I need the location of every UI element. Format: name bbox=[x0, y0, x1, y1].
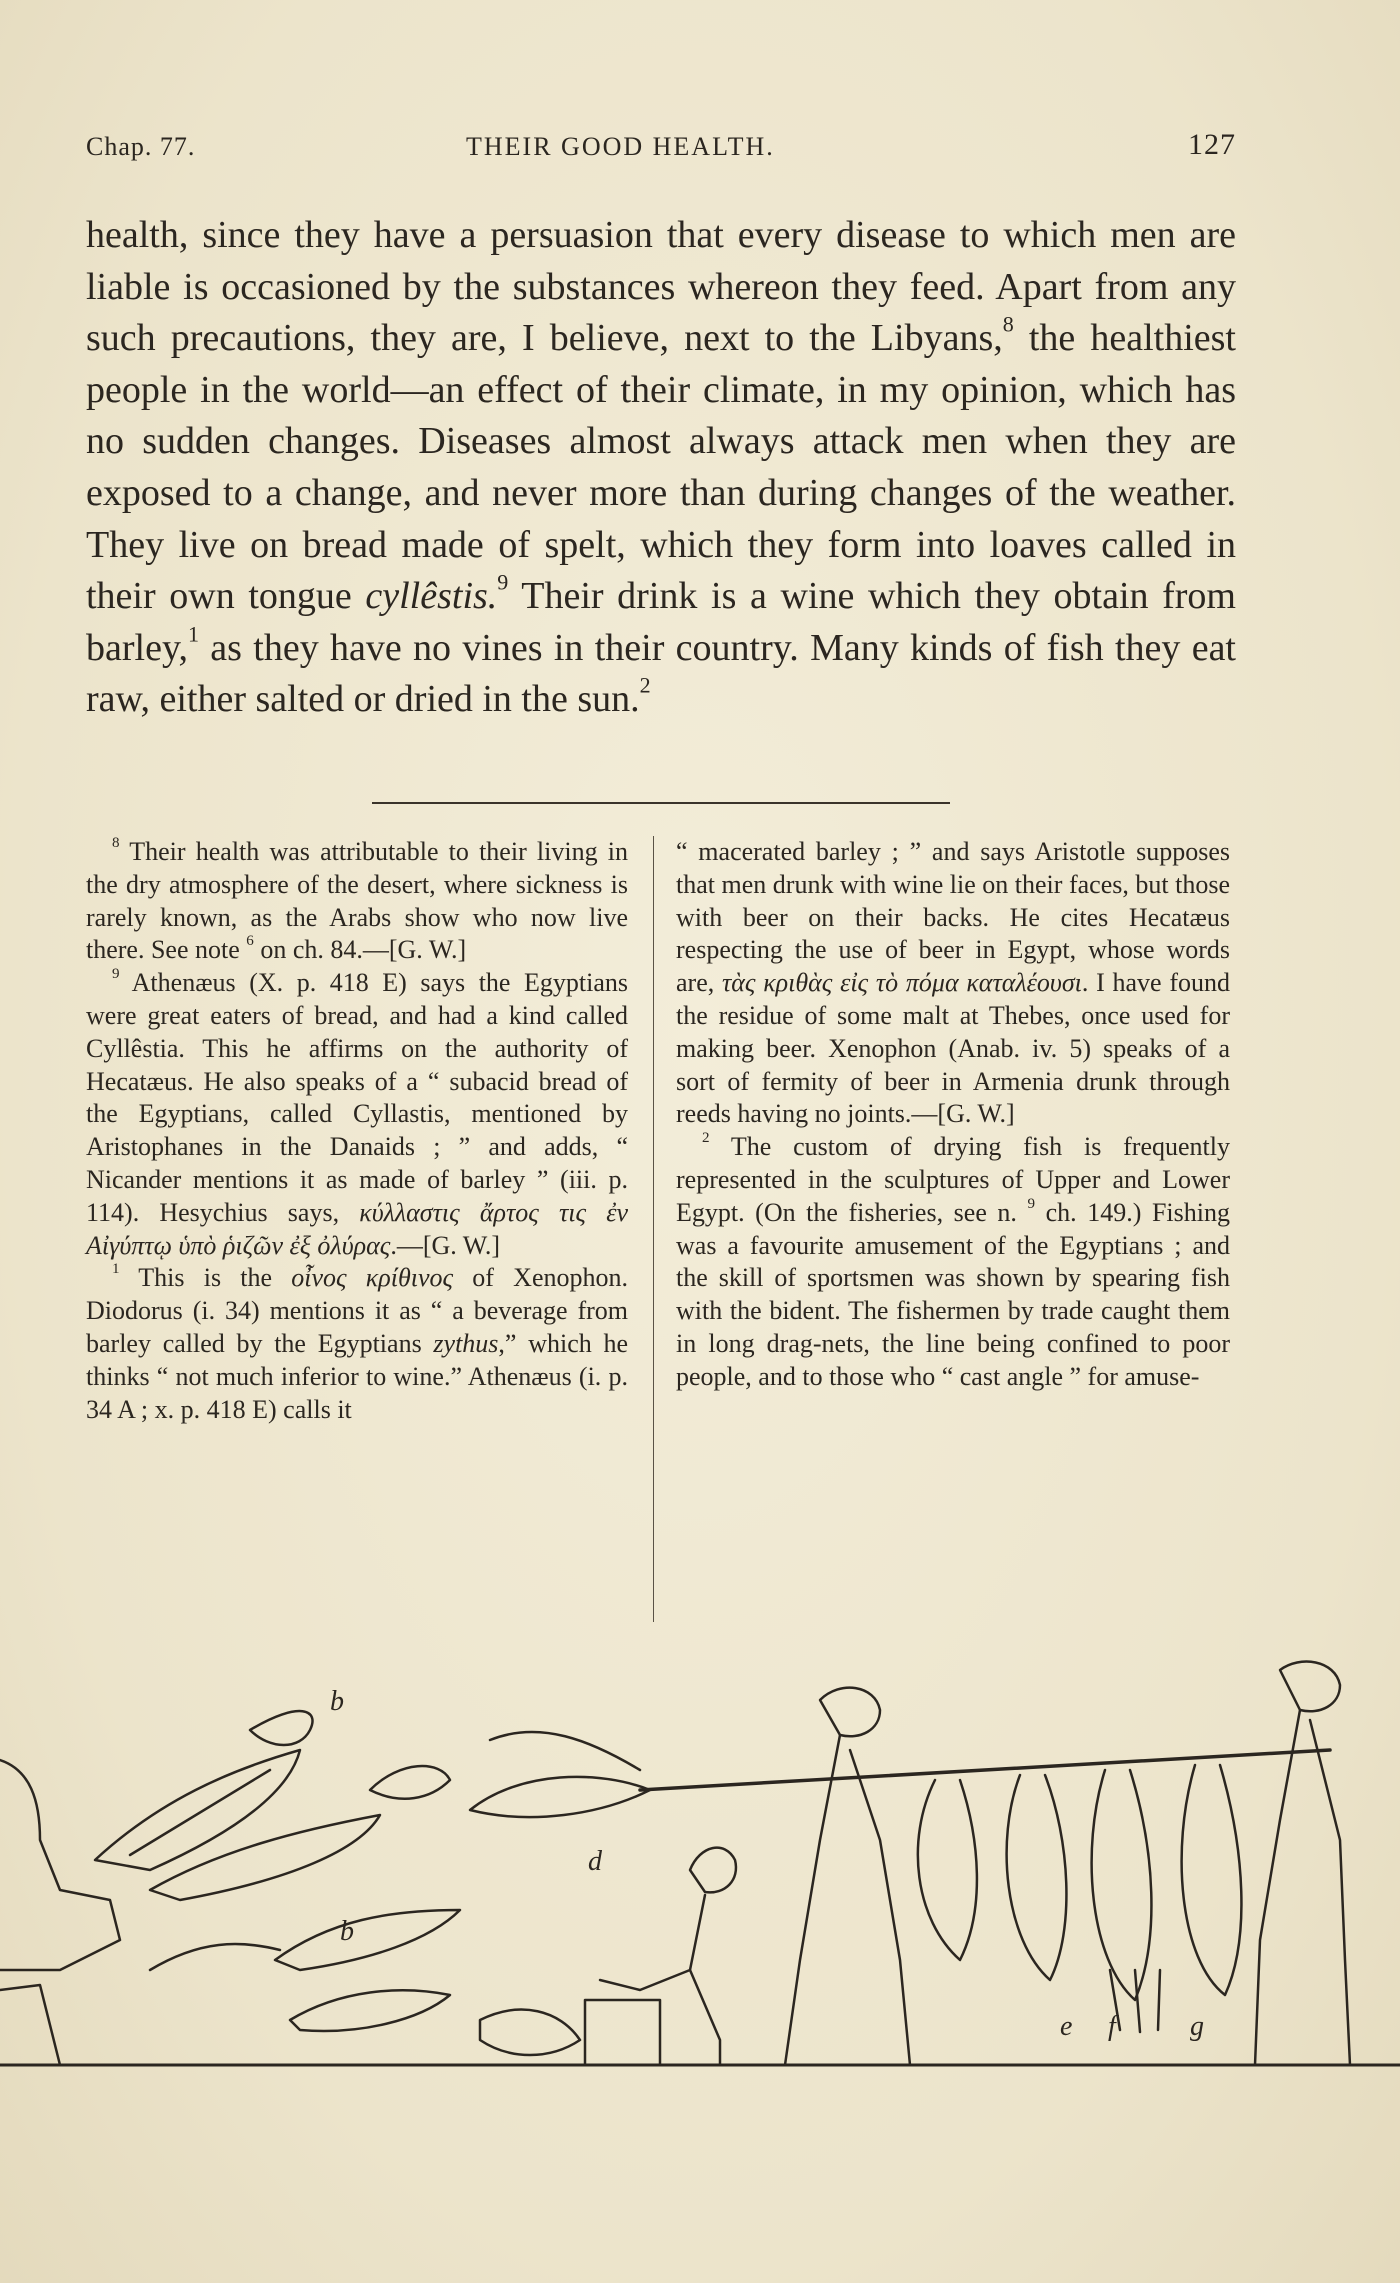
footnote-rule bbox=[372, 802, 950, 804]
figure-label-d: d bbox=[588, 1846, 602, 1877]
bearer-body bbox=[1255, 1710, 1300, 2065]
figure-label-e: e bbox=[1060, 2011, 1073, 2042]
figure-label-b: b bbox=[330, 1686, 344, 1717]
running-head bbox=[86, 128, 1236, 172]
bearer-body bbox=[785, 1735, 840, 2065]
term-cyllestis: cyllêstis. bbox=[365, 575, 498, 618]
fish-shape bbox=[150, 1815, 380, 1900]
hanging-fish bbox=[918, 1780, 977, 1960]
figure-label-b: b bbox=[340, 1916, 354, 1947]
chapter-label: Chap. 77. bbox=[86, 132, 196, 161]
page-number: 127 bbox=[1188, 128, 1236, 161]
bearer-head bbox=[820, 1688, 880, 1737]
footnote-8: $^8$ Their health was attributable to their living in the dry atmosphere of the desert, where sickness is rarely known, as the Arabs show who now live there. See note $^6$ on ch. 84.—[G. W.] bbox=[86, 835, 628, 965]
seated-figure-left bbox=[0, 1760, 120, 1970]
bearer-head bbox=[1280, 1662, 1340, 1712]
fish-shape bbox=[95, 1750, 300, 1870]
fish-tail bbox=[490, 1732, 640, 1770]
footnote-1: $^1$ This is the οἶνος κρίθινος of Xenophon. Diodorus (i. 34) mentions it as “ a beverage from barley called by the Egyptians zythus,” which he thinks “ not much inferior to wine.” Athenæus (i. p. 34 A ; x. p. 418 E) calls it bbox=[86, 1261, 629, 1424]
bearer-leg bbox=[850, 1750, 910, 2065]
hanging-fish bbox=[1182, 1765, 1242, 1995]
footnote-ref-8: 8 bbox=[1002, 311, 1014, 337]
fish-spine bbox=[130, 1770, 270, 1855]
footnote-1-continued: “ macerated barley ; ” and says Aristotle supposes that men drunk with wine lie on their faces, but those with beer on their backs. He cites Hecatæus respecting the use of beer in Egypt, whose words are, τὰς κριθὰς εἰς τὸ πόμα καταλέουσι. I have found the residue of some malt at Thebes, once used for making beer. Xenophon (Anab. iv. 5) speaks of a sort of fermity of beer in Armenia drunk through reeds having no joints.—[G. W.] bbox=[676, 837, 1230, 1129]
footnote-ref-1: 1 bbox=[187, 621, 199, 647]
running-title: THEIR GOOD HEALTH. bbox=[466, 132, 775, 161]
bearer-leg bbox=[1310, 1720, 1350, 2065]
footnotes-right-column bbox=[676, 836, 1230, 1394]
footnotes-left-column bbox=[86, 836, 628, 1426]
fish-line bbox=[150, 1944, 280, 1970]
footnote-ref-2: 2 bbox=[639, 672, 651, 698]
man-arm bbox=[600, 1895, 705, 1990]
fish-shape bbox=[275, 1910, 460, 1970]
column-divider bbox=[653, 836, 654, 1622]
fishing-scene-drawing bbox=[0, 1640, 1400, 2140]
fish-shape bbox=[470, 1777, 650, 1817]
main-paragraph: health, since they have a persuasion that every disease to which men are liable is occasioned by the substances whereon they feed. Apart from any such precautions, they are, I believe, next to the Libyans,$^8$ the healthiest people in the world—an effect of their climate, in my opinion, which has no sudden changes. Diseases almost always attack men when they are exposed to a change, and never more than during changes of the weather. They live on bread made of spelt, which they form into loaves called in their own tongue cyllêstis.$^9$ Their drink is a wine which they obtain from barley,$^1$ as they have no vines in their country. Many kinds of fish they eat raw, either salted or dried in the sun.$^2$ bbox=[86, 214, 1236, 721]
footnote-9: $^9$ Athenæus (X. p. 418 E) says the Egyptians were great eaters of bread, and had a kind called Cyllêstia. This he affirms on the authority of Hecatæus. He also speaks of a “ subacid bread of the Egyptians, called Cyllastis, mentioned by Aristophanes in the Danaids ; ” and adds, “ Nicander mentions it as made of barley ” (iii. p. 114). Hesychius says, κύλλαστις ἄρτος τις ἐν Αἰγύπτῳ ὑπὸ ῥιζῶν ἐξ ὀλύρας.—[G. W.] bbox=[86, 966, 628, 1260]
figure-label-g: g bbox=[1190, 2011, 1204, 2042]
figure-label-f: f bbox=[1108, 2011, 1116, 2042]
seated-figure-legs bbox=[0, 1985, 60, 2065]
fish-head bbox=[250, 1711, 313, 1745]
hanging-fish bbox=[1007, 1775, 1067, 1980]
stool bbox=[585, 2000, 660, 2065]
fish-shape bbox=[290, 1990, 450, 2031]
man-head bbox=[690, 1848, 736, 1893]
footnote-2: $^2$ The custom of drying fish is frequently represented in the sculptures of Upper and Lower Egypt. (On the fisheries, see n. $^9$ ch. 149.) Fishing was a favourite amusement of the Egyptians ; and the skill of sportsmen was shown by spearing fish with the bident. The fishermen by trade caught them in long drag-nets, the line being confined to poor people, and to those who “ cast angle ” for amuse- bbox=[676, 1130, 1230, 1391]
fish-head bbox=[370, 1766, 450, 1799]
footnote-ref-9: 9 bbox=[497, 569, 509, 595]
main-text bbox=[86, 210, 1236, 726]
illustration-fishing-scene bbox=[0, 1640, 1400, 2140]
basket bbox=[480, 2010, 580, 2055]
hanging-fish bbox=[1092, 1770, 1152, 2000]
man-body bbox=[690, 1970, 720, 2065]
